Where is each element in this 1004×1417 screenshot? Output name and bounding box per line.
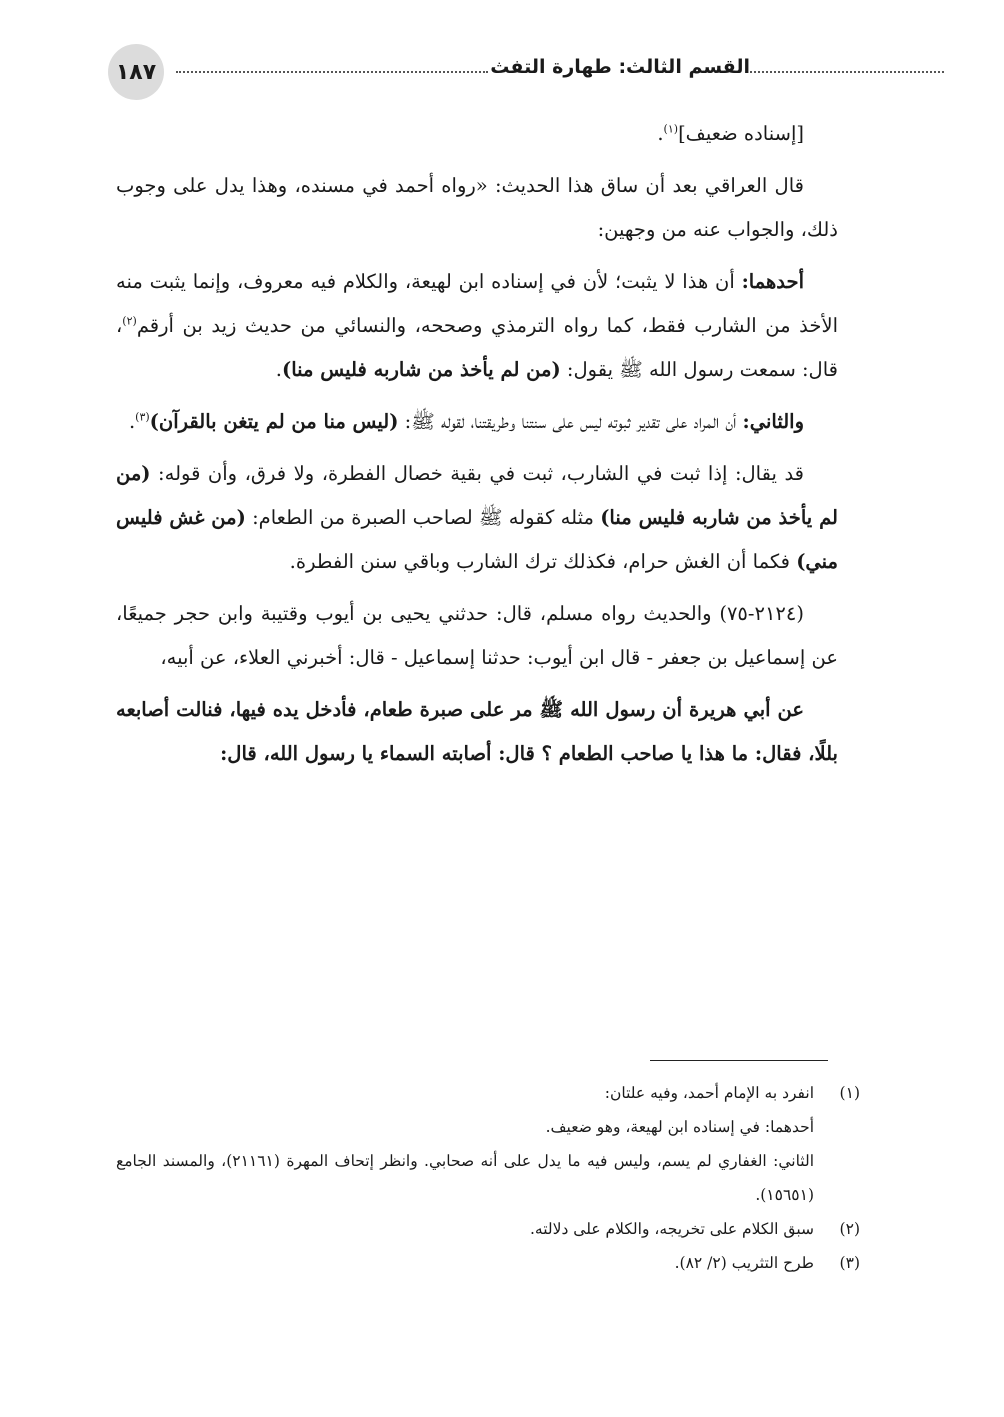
footnote-line: سبق الكلام على تخريجه، والكلام على دلالته. [530,1220,814,1238]
running-header [108,44,844,100]
paragraph-punct: . [128,410,136,433]
paragraph-2 [116,164,838,252]
paragraph-text: أن هذا لا يثبت؛ لأن في إسناده ابن لهيعة، والكلام فيه معروف، وإنما يثبت منه الأخذ من الشارب فقط، كما رواه الترمذي وصححه، والنسائي من حديث زيد بن أرقم [116,270,838,337]
paragraph-text: [إسناده ضعيف] [678,122,804,145]
footnote-number: (٣) [839,1254,860,1272]
footnote-2 [116,1212,860,1246]
paragraph-text: ، قال: سمعت رسول الله ﷺ يقول: [116,314,838,381]
footnotes [116,1076,860,1280]
footnote-number: (١) [839,1084,860,1102]
footnote-body [116,1076,814,1212]
page-number-badge: ١٨٧ [108,44,164,100]
header-dotted-leader-left [176,71,488,73]
footnote-number: (٢) [839,1220,860,1238]
footnote-1 [116,1076,860,1212]
hadith-text: عن أبي هريرة أن رسول الله ﷺ مر على صبرة طعام، فأدخل يده فيها، فنالت أصابعه بللًا، فقال: ما هذا يا صاحب الطعام ؟ قال: أصابته السماء يا رسول الله، قال: [116,698,838,765]
footnote-3 [116,1246,860,1280]
paragraph-punct: . [657,122,664,145]
footnote-line: طرح التثريب (٢/ ٨٢). [674,1254,814,1272]
paragraph-text: فكما أن الغش حرام، فكذلك ترك الشارب وباقي سنن الفطرة. [289,550,797,573]
hadith-quote: (من لم يأخذ من شاربه فليس منا) [116,462,838,529]
paragraph-4 [116,400,838,444]
bold-lead: أحدهما: [741,270,804,293]
header-title: القسم الثالث: طهارة التفث [490,56,750,78]
bold-lead: والثاني: [742,410,804,433]
paragraph-3 [116,260,838,392]
paragraph-text: قد يقال: إذا ثبت في الشارب، ثبت في بقية خصال الفطرة، ولا فرق، وأن قوله: [150,462,804,485]
paragraph-7 [116,688,838,776]
paragraph-punct: . [275,358,282,381]
paragraph-text: قال العراقي بعد أن ساق هذا الحديث: «رواه أحمد في مسنده، وهذا يدل على وجوب ذلك، والجواب عنه من وجهين: [116,174,838,241]
paragraph-5 [116,452,838,584]
paragraph-text: (٢١٢٤-٧٥) والحديث رواه مسلم، قال: حدثني يحيى بن أيوب وقتيبة وابن حجر جميعًا، عن إسماعيل بن جعفر - قال ابن أيوب: حدثنا إسماعيل - قال: أخبرني العلاء، عن أبيه، [116,602,838,669]
header-dotted-leader-right [750,71,944,73]
footnote-ref-3[interactable]: (٣) [135,410,150,424]
hadith-quote: (من لم يأخذ من شاربه فليس منا) [281,358,561,381]
footnote-body [116,1212,814,1246]
paragraph-text: مثله كقوله ﷺ لصاحب الصبرة من الطعام: [245,506,601,529]
footnote-ref-2[interactable]: (٢) [122,314,137,328]
hadith-quote: (ليس منا من لم يتغن بالقرآن) [149,410,399,433]
main-text [116,112,838,784]
paragraph-1 [116,112,838,156]
paragraph-text: أن المراد على تقدير ثبوته ليس على سنتنا وطريقتنا، لقوله ﷺ: [398,410,743,433]
footnote-line: الثاني: الغفاري لم يسم، وليس فيه ما يدل على أنه صحابي. وانظر إتحاف المهرة (٢١١٦١)، والمسند الجامع (١٥٦٥١). [116,1152,814,1204]
footnote-line: انفرد به الإمام أحمد، وفيه علتان: [604,1084,814,1102]
footnote-body [116,1246,814,1280]
hadith-quote: (من غش فليس مني) [116,506,838,573]
footnote-line: أحدهما: في إسناده ابن لهيعة، وهو ضعيف. [545,1118,814,1136]
footnote-separator [650,1060,828,1061]
paragraph-6 [116,592,838,680]
footnote-ref-1[interactable]: (١) [663,122,679,136]
